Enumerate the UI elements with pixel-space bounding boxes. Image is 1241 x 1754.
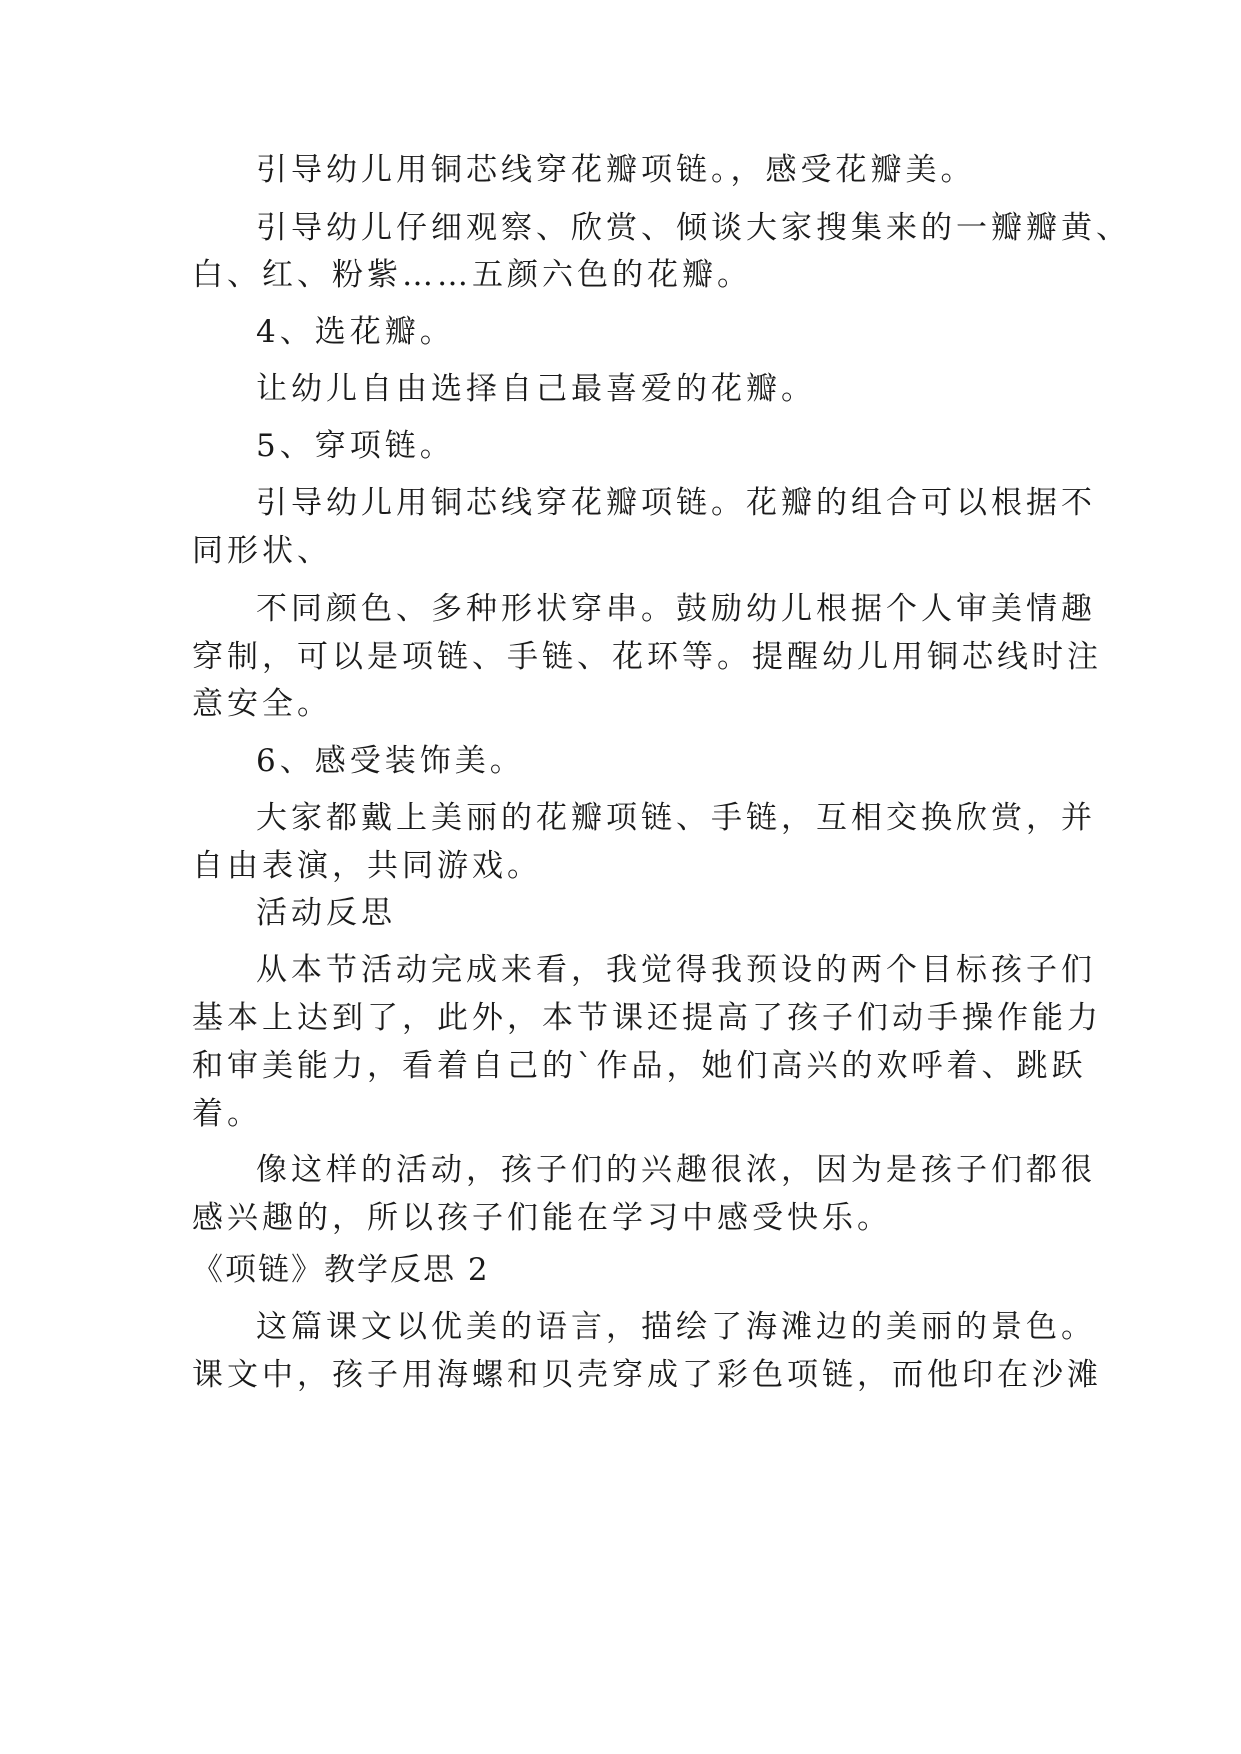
paragraph-line: 引导幼儿用铜芯线穿花瓣项链。花瓣的组合可以根据不 [256,485,1096,521]
paragraph-line: 感兴趣的，所以孩子们能在学习中感受快乐。 [192,1200,892,1236]
paragraph-line: 5、穿项链。 [256,428,455,464]
paragraph-line: 意安全。 [192,686,332,722]
paragraph-line: 从本节活动完成来看，我觉得我预设的两个目标孩子们 [256,952,1096,988]
paragraph-line: 基本上达到了，此外，本节课还提高了孩子们动手操作能力 [192,1000,1102,1036]
paragraph-line: 大家都戴上美丽的花瓣项链、手链，互相交换欣赏，并 [256,800,1096,836]
paragraph-line: 不同颜色、多种形状穿串。鼓励幼儿根据个人审美情趣 [256,591,1096,627]
paragraph-line: 穿制，可以是项链、手链、花环等。提醒幼儿用铜芯线时注 [192,639,1102,675]
paragraph-line: 课文中，孩子用海螺和贝壳穿成了彩色项链，而他印在沙滩 [192,1357,1102,1393]
paragraph-line: 让幼儿自由选择自己最喜爱的花瓣。 [256,371,816,407]
paragraph-line: 引导幼儿用铜芯线穿花瓣项链。，感受花瓣美。 [256,152,976,188]
paragraph-line: 着。 [192,1096,262,1132]
paragraph-line: 引导幼儿仔细观察、欣赏、倾谈大家搜集来的一瓣瓣黄、 [256,210,1131,246]
section-title: 《项链》教学反思 2 [192,1252,490,1288]
paragraph-line: 4、选花瓣。 [256,314,455,350]
paragraph-line: 像这样的活动，孩子们的兴趣很浓，因为是孩子们都很 [256,1152,1096,1188]
section-heading: 活动反思 [256,895,396,931]
paragraph-line: 自由表演，共同游戏。 [192,848,542,884]
paragraph-line: 这篇课文以优美的语言，描绘了海滩边的美丽的景色。 [256,1309,1096,1345]
paragraph-line: 6、感受装饰美。 [256,743,525,779]
paragraph-line: 同形状、 [192,533,332,569]
paragraph-line: 白、红、粉紫……五颜六色的花瓣。 [192,257,752,293]
paragraph-line: 和审美能力，看着自己的`作品，她们高兴的欢呼着、跳跃 [192,1048,1087,1084]
